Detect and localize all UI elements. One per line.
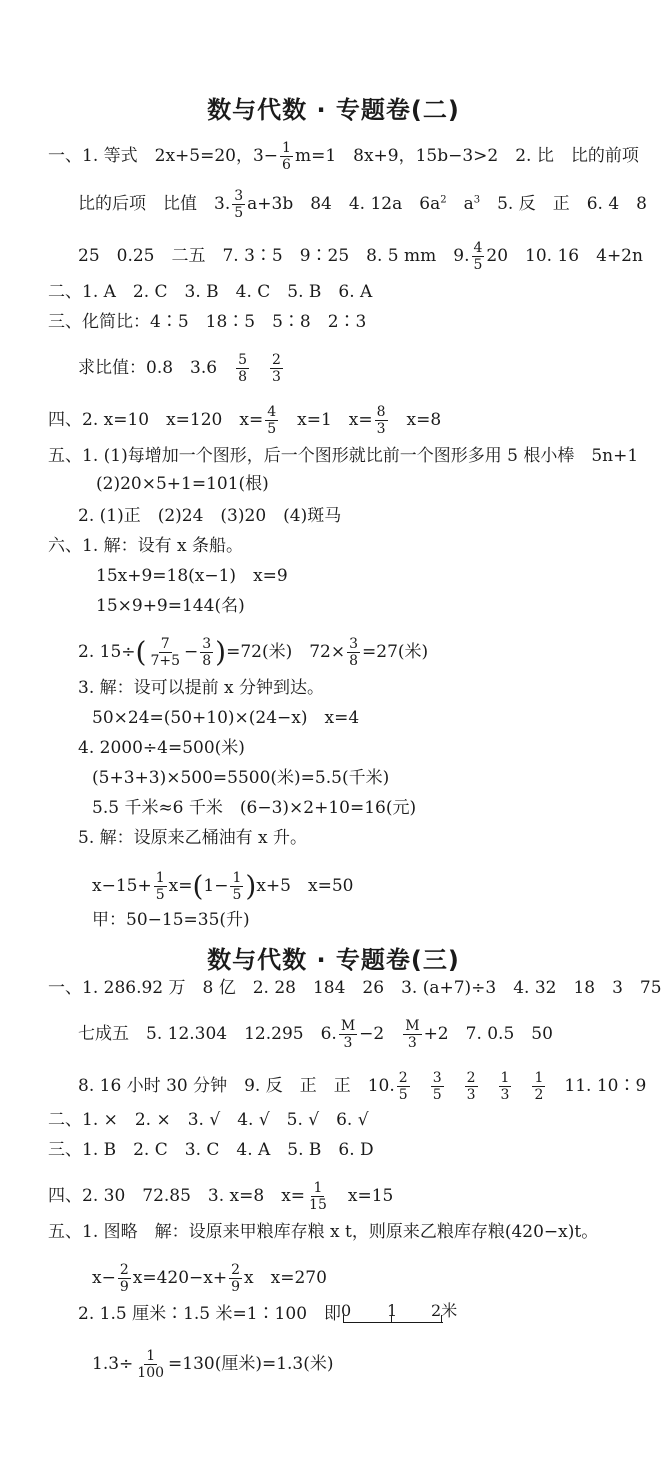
numerator: 8 [376, 404, 386, 420]
denominator: 2 [534, 1087, 544, 1103]
numerator: 2 [272, 352, 281, 368]
s2-part1-line2 [78, 188, 647, 221]
text: =72(米) 72× [226, 642, 346, 662]
denominator: 5 [398, 1087, 408, 1103]
denominator: 5 [234, 205, 244, 221]
text: 四、2. 30 72.85 3. x=8 x= [48, 1186, 306, 1206]
text: − [183, 642, 199, 662]
text: x=8 [406, 410, 442, 430]
denominator: 3 [272, 369, 281, 385]
denominator: 9 [231, 1279, 241, 1295]
denominator: 3 [376, 421, 386, 437]
text: x+5 x=50 [256, 876, 354, 896]
s2-part6-q3-line1: 3. 解：设可以提前 x 分钟到达。 [78, 678, 325, 698]
text: x− [92, 1268, 116, 1288]
text: x= [168, 876, 193, 896]
text: =130(厘米)=1.3(米) [168, 1354, 334, 1374]
numerator: 5 [238, 352, 247, 368]
text: x=15 [347, 1186, 394, 1206]
denominator: 9 [119, 1279, 129, 1295]
text: 七成五 5. 12.304 12.295 6. [78, 1024, 337, 1044]
numerator: 1 [146, 1348, 156, 1364]
s3-part4 [48, 1180, 393, 1213]
superscript: 2 [440, 194, 447, 206]
text: 1− [203, 876, 229, 896]
paren: ) [245, 869, 257, 903]
numerator: 1 [313, 1180, 323, 1196]
fraction [236, 352, 249, 385]
denominator: 3 [343, 1035, 353, 1051]
s2-part5-line3: 2. (1)正 (2)24 (3)20 (4)斑马 [78, 506, 342, 526]
paren: ( [135, 635, 147, 669]
fraction [135, 1348, 166, 1381]
s3-part1-line2 [78, 1018, 553, 1051]
numerator: 3 [202, 636, 212, 652]
s2-part6-q4-line1: 4. 2000÷4=500(米) [78, 738, 245, 758]
fraction [397, 1070, 410, 1103]
denominator: 8 [202, 653, 212, 669]
fraction [265, 404, 278, 437]
s2-part6-q4-line2: (5+3+3)×500=5500(米)=5.5(千米) [92, 768, 390, 788]
scale-ruler [341, 1300, 458, 1325]
text: 5. 反 正 6. 4 8 [480, 194, 647, 214]
denominator: 100 [137, 1365, 165, 1381]
denominator: 3 [407, 1035, 417, 1051]
numerator: 2 [231, 1262, 241, 1278]
numerator: 4 [267, 404, 277, 420]
superscript: 3 [473, 194, 481, 206]
fraction [465, 1070, 478, 1103]
denominator: 5 [473, 257, 483, 273]
paren: ) [215, 635, 227, 669]
numerator: 3 [349, 636, 359, 652]
text: −2 [359, 1024, 385, 1044]
fraction [230, 870, 243, 903]
numerator: 2 [466, 1070, 476, 1086]
fraction [232, 188, 245, 221]
numerator: 3 [234, 188, 244, 204]
fraction [280, 140, 293, 173]
text: 求比值：0.8 3.6 [78, 358, 218, 378]
text: 25 0.25 二五 7. 3∶5 9∶25 8. 5 mm 9. [78, 246, 470, 266]
fraction [532, 1070, 545, 1103]
fraction [403, 1018, 421, 1051]
fraction [339, 1018, 357, 1051]
text: 比的后项 比值 3. [78, 194, 231, 214]
s2-part3-line2 [78, 352, 285, 385]
denominator: 3 [466, 1087, 476, 1103]
denominator: 7+5 [150, 653, 180, 669]
fraction [154, 870, 167, 903]
s2-part6-line2: 15x+9=18(x−1) x=9 [96, 566, 288, 586]
s2-part6-q3-line2: 50×24=(50+10)×(24−x) x=4 [92, 708, 360, 728]
text: =27(米) [362, 642, 429, 662]
text: +2 7. 0.5 50 [423, 1024, 553, 1044]
numerator: 2 [398, 1070, 408, 1086]
text: 20 10. 16 4+2n [486, 246, 643, 266]
numerator: 7 [160, 636, 170, 652]
numerator: 1 [155, 870, 165, 886]
s2-part3-line1: 三、化简比：4∶5 18∶5 5∶8 2∶3 [48, 312, 367, 332]
s2-part2: 二、1. A 2. C 3. B 4. C 5. B 6. A [48, 282, 373, 302]
scale-bar [343, 1322, 443, 1323]
text: a+3b 84 4. 12a 6a [247, 194, 441, 214]
denominator: 15 [309, 1197, 327, 1213]
numerator: 4 [473, 240, 483, 256]
numerator: 3 [432, 1070, 442, 1086]
text: m=1 8x+9，15b−3>2 2. 比 比的前项 [294, 146, 639, 166]
s2-part6-q5-line3: 甲：50−15=35(升) [92, 910, 250, 930]
fraction [270, 352, 283, 385]
text: 2. 1.5 厘米∶1.5 米=1∶100 即 [78, 1304, 342, 1324]
fraction [499, 1070, 512, 1103]
scale-label: 1 [387, 1300, 398, 1320]
fraction [307, 1180, 329, 1213]
text: 四、2. x=10 x=120 x= [48, 410, 264, 430]
text: a [446, 194, 474, 214]
scale-label: 0 [341, 1300, 352, 1320]
s3-part2: 二、1. × 2. × 3. √ 4. √ 5. √ 6. √ [48, 1110, 369, 1130]
s2-part6-line1: 六、1. 解：设有 x 条船。 [48, 536, 244, 556]
s2-part6-q4-line3: 5.5 千米≈6 千米 (6−3)×2+10=16(元) [92, 798, 417, 818]
s2-part4 [48, 404, 441, 437]
s3-part5-line1: 五、1. 图略 解：设原来甲粮库存粮 x t，则原来乙粮库存粮(420−x)t。 [48, 1222, 599, 1242]
s2-part6-q5-line2 [92, 870, 353, 903]
text: 11. 10∶9 [564, 1076, 647, 1096]
text: x=1 x= [297, 410, 373, 430]
section-title-3: 数与代数 · 专题卷(三) [207, 946, 460, 974]
s3-part3: 三、1. B 2. C 3. C 4. A 5. B 6. D [48, 1140, 374, 1160]
s3-part1-line1: 一、1. 286.92 万 8 亿 2. 28 184 26 3. (a+7)÷3 4. 32 18 3 75 [48, 978, 662, 998]
fraction [431, 1070, 444, 1103]
numerator: 1 [500, 1070, 510, 1086]
text: 1.3÷ [92, 1354, 134, 1374]
s2-part5-line1: 五、1. (1)每增加一个图形，后一个图形就比前一个图形多用 5 根小棒 5n+1 [48, 446, 639, 466]
denominator: 5 [232, 887, 242, 903]
numerator: 2 [119, 1262, 129, 1278]
numerator: 1 [232, 870, 242, 886]
fraction [375, 404, 388, 437]
fraction [229, 1262, 242, 1295]
numerator: M [340, 1018, 356, 1034]
denominator: 3 [500, 1087, 510, 1103]
numerator: 1 [534, 1070, 544, 1086]
section-title-2: 数与代数 · 专题卷(二) [207, 96, 460, 124]
fraction [200, 636, 213, 669]
fraction [118, 1262, 131, 1295]
text: 一、1. 等式 2x+5=20，3− [48, 146, 279, 166]
fraction [347, 636, 360, 669]
s2-part1-line1 [48, 140, 639, 173]
text: x−15+ [92, 876, 152, 896]
s3-part1-line3 [78, 1070, 646, 1103]
paren: ( [192, 869, 204, 903]
denominator: 5 [267, 421, 277, 437]
text: x x=270 [244, 1268, 327, 1288]
s3-part5-line2 [92, 1262, 327, 1295]
denominator: 8 [349, 653, 359, 669]
text: 8. 16 小时 30 分钟 9. 反 正 正 10. [78, 1076, 395, 1096]
s2-part1-line3 [78, 240, 643, 273]
s3-part5-line4 [92, 1348, 334, 1381]
s3-part5-line3 [78, 1300, 458, 1325]
s2-part6-q5-line1: 5. 解：设原来乙桶油有 x 升。 [78, 828, 308, 848]
text: 2. 15÷ [78, 642, 136, 662]
numerator: 1 [282, 140, 291, 156]
denominator: 8 [238, 369, 247, 385]
denominator: 6 [282, 157, 291, 173]
denominator: 5 [432, 1087, 442, 1103]
denominator: 5 [155, 887, 165, 903]
numerator: M [405, 1018, 420, 1034]
s2-part6-line3: 15×9+9=144(名) [96, 596, 245, 616]
fraction [148, 636, 182, 669]
fraction [472, 240, 485, 273]
s2-part6-q2 [78, 636, 428, 669]
scale-label: 2米 [431, 1300, 458, 1320]
s2-part5-line2: (2)20×5+1=101(根) [96, 474, 269, 494]
text: x=420−x+ [132, 1268, 228, 1288]
